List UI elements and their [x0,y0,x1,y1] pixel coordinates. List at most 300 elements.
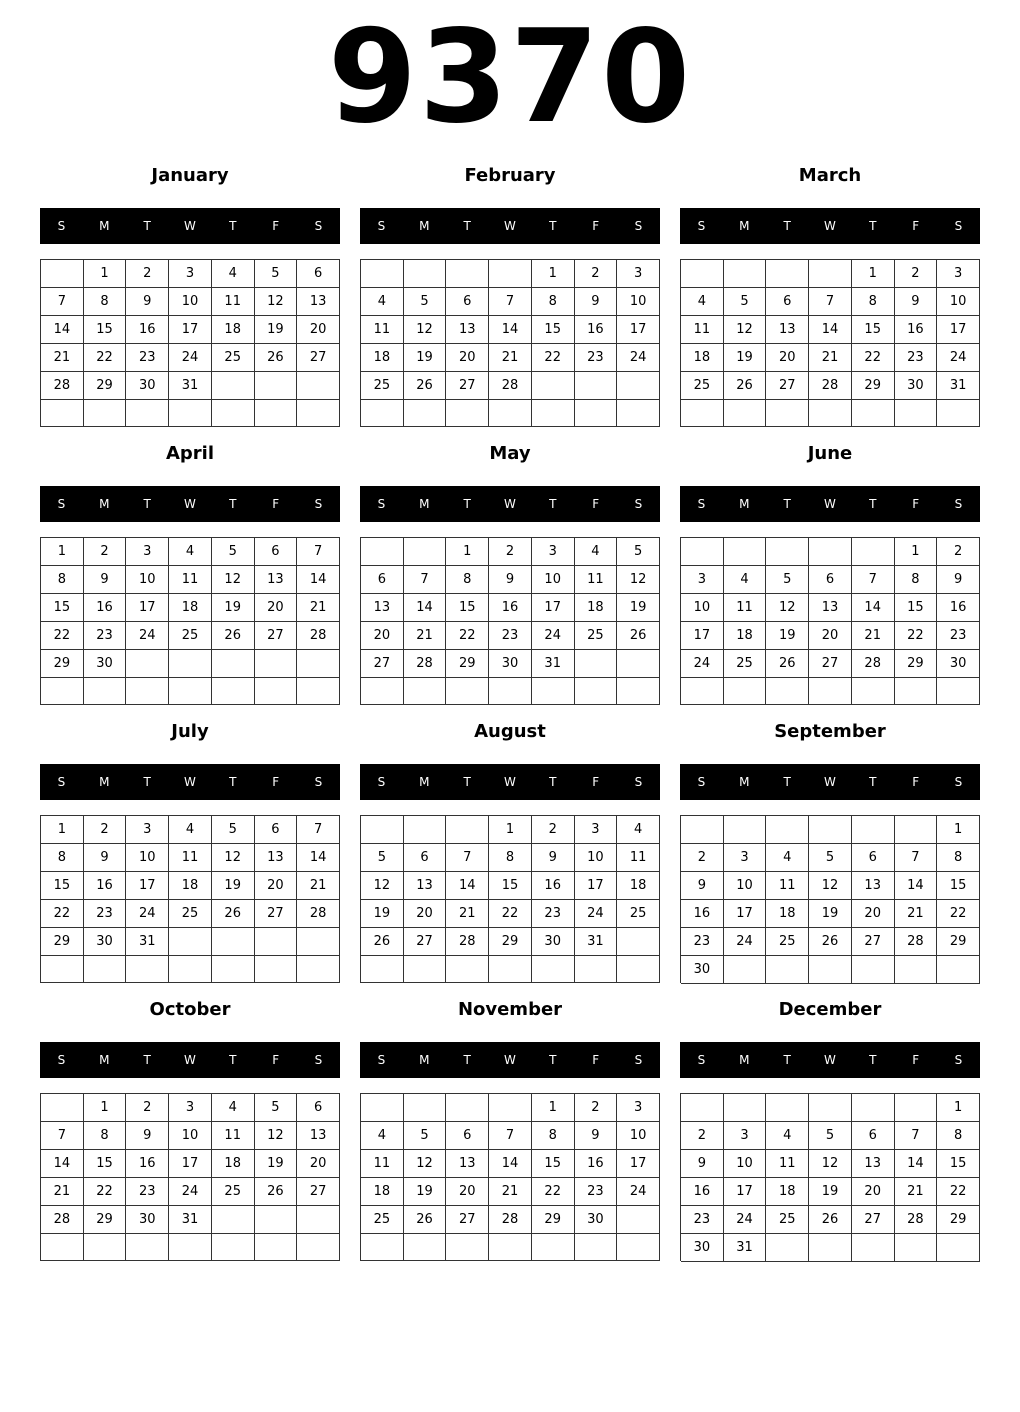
empty-day-cell [169,400,212,427]
month-name: July [171,721,209,742]
day-cell: 24 [169,1178,212,1206]
weekday-label: W [504,1053,516,1067]
weekday-label: S [634,1053,643,1067]
day-cell: 14 [297,844,340,872]
day-cell: 17 [126,872,169,900]
empty-day-cell [446,816,489,844]
day-cell: 15 [532,316,575,344]
weekday-label: S [57,775,66,789]
empty-day-cell [84,1234,127,1261]
empty-day-cell [41,678,84,705]
day-cell: 30 [126,1206,169,1234]
day-cell: 5 [724,288,767,316]
day-cell: 1 [84,260,127,288]
empty-day-cell [852,678,895,705]
day-cell: 17 [937,316,980,344]
empty-day-cell [297,400,340,427]
weekday-label: F [912,1053,920,1067]
empty-day-cell [212,1234,255,1261]
day-cell: 28 [809,372,852,400]
day-cell: 24 [126,622,169,650]
weekday-label: S [377,775,386,789]
day-cell: 2 [532,816,575,844]
weekday-label: S [634,219,643,233]
day-cell: 16 [681,1178,724,1206]
day-cell: 19 [255,1150,298,1178]
day-cell: 1 [446,538,489,566]
weekday-label: S [634,497,643,511]
day-cell: 10 [126,844,169,872]
empty-day-cell [404,260,447,288]
day-cell: 21 [895,900,938,928]
empty-day-cell [575,372,618,400]
weekday-label: F [912,497,920,511]
empty-day-cell [681,1094,724,1122]
day-cell: 16 [84,872,127,900]
day-cell: 29 [895,650,938,678]
empty-day-cell [809,678,852,705]
empty-day-cell [404,678,447,705]
day-cell: 28 [895,1206,938,1234]
empty-day-cell [575,678,618,705]
empty-day-cell [489,1234,532,1261]
day-cell: 27 [852,928,895,956]
day-cell: 1 [937,816,980,844]
day-cell: 4 [212,260,255,288]
day-grid [680,815,980,983]
weekday-label: M [739,775,750,789]
day-cell: 12 [809,872,852,900]
day-cell: 13 [297,288,340,316]
day-cell: 10 [617,288,660,316]
day-grid [40,1093,340,1261]
day-cell: 12 [766,594,809,622]
day-cell: 7 [489,1122,532,1150]
empty-day-cell [212,956,255,983]
empty-day-cell [361,956,404,983]
day-cell: 15 [489,872,532,900]
day-cell: 12 [361,872,404,900]
day-cell: 8 [937,1122,980,1150]
day-cell: 4 [361,1122,404,1150]
day-cell: 14 [809,316,852,344]
day-cell: 9 [84,566,127,594]
day-cell: 12 [212,844,255,872]
weekday-label: M [739,497,750,511]
day-cell: 21 [41,344,84,372]
day-cell: 29 [84,372,127,400]
year-title: 9370 [327,3,693,152]
day-cell: 21 [489,344,532,372]
day-cell: 17 [532,594,575,622]
day-cell: 30 [895,372,938,400]
day-cell: 4 [766,1122,809,1150]
day-cell: 15 [852,316,895,344]
empty-day-cell [297,928,340,956]
empty-day-cell [532,1234,575,1261]
month-name: October [149,999,231,1020]
empty-day-cell [297,372,340,400]
day-cell: 12 [255,1122,298,1150]
empty-day-cell [126,650,169,678]
weekday-label: T [463,1053,471,1067]
day-cell: 30 [681,956,724,984]
day-cell: 5 [212,538,255,566]
day-cell: 5 [212,816,255,844]
day-cell: 25 [212,1178,255,1206]
day-cell: 1 [41,538,84,566]
empty-day-cell [681,816,724,844]
weekday-label: M [99,497,110,511]
day-cell: 17 [169,1150,212,1178]
day-cell: 13 [852,1150,895,1178]
day-cell: 17 [575,872,618,900]
day-cell: 7 [41,1122,84,1150]
day-cell: 20 [852,1178,895,1206]
day-cell: 22 [937,900,980,928]
empty-day-cell [404,816,447,844]
day-cell: 20 [446,344,489,372]
day-cell: 23 [126,344,169,372]
day-cell: 11 [361,316,404,344]
empty-day-cell [809,260,852,288]
day-cell: 31 [169,372,212,400]
day-cell: 21 [446,900,489,928]
day-grid [360,259,660,427]
weekday-label: T [869,497,877,511]
day-cell: 8 [41,566,84,594]
day-cell: 19 [361,900,404,928]
day-cell: 20 [852,900,895,928]
day-cell: 15 [895,594,938,622]
empty-day-cell [852,1234,895,1262]
weekday-header [360,1042,660,1078]
day-cell: 2 [575,1094,618,1122]
weekday-header [40,486,340,522]
day-cell: 13 [255,566,298,594]
empty-day-cell [724,260,767,288]
month-name: December [778,999,882,1020]
empty-day-cell [84,678,127,705]
weekday-header [680,208,980,244]
empty-day-cell [575,400,618,427]
day-cell: 31 [126,928,169,956]
day-cell: 21 [41,1178,84,1206]
day-cell: 11 [361,1150,404,1178]
day-cell: 21 [489,1178,532,1206]
day-cell: 26 [617,622,660,650]
weekday-label: T [463,219,471,233]
day-cell: 25 [212,344,255,372]
day-cell: 25 [361,372,404,400]
day-cell: 30 [84,650,127,678]
day-cell: 3 [169,1094,212,1122]
empty-day-cell [766,400,809,427]
day-cell: 1 [41,816,84,844]
day-cell: 12 [724,316,767,344]
weekday-label: S [57,219,66,233]
day-cell: 6 [446,288,489,316]
day-cell: 11 [169,566,212,594]
empty-day-cell [446,400,489,427]
month-name: January [151,165,229,186]
weekday-label: S [314,775,323,789]
weekday-label: F [592,1053,600,1067]
empty-day-cell [297,678,340,705]
day-cell: 7 [489,288,532,316]
day-cell: 19 [212,594,255,622]
empty-day-cell [255,1234,298,1261]
day-cell: 2 [126,260,169,288]
day-cell: 6 [404,844,447,872]
weekday-label: T [869,775,877,789]
empty-day-cell [446,260,489,288]
weekday-header [40,1042,340,1078]
day-cell: 26 [724,372,767,400]
day-cell: 26 [809,1206,852,1234]
weekday-label: T [783,775,791,789]
day-cell: 6 [361,566,404,594]
day-cell: 25 [766,928,809,956]
day-cell: 4 [169,538,212,566]
empty-day-cell [852,400,895,427]
day-cell: 19 [724,344,767,372]
empty-day-cell [895,678,938,705]
day-cell: 20 [809,622,852,650]
empty-day-cell [169,928,212,956]
day-cell: 5 [809,844,852,872]
day-cell: 10 [575,844,618,872]
day-cell: 7 [41,288,84,316]
weekday-label: T [229,219,237,233]
month-name: June [807,443,853,464]
day-cell: 19 [404,344,447,372]
empty-day-cell [297,1234,340,1261]
day-cell: 1 [532,1094,575,1122]
day-cell: 28 [41,1206,84,1234]
day-cell: 22 [532,1178,575,1206]
empty-day-cell [212,372,255,400]
day-cell: 8 [84,288,127,316]
weekday-label: F [592,775,600,789]
day-cell: 14 [895,872,938,900]
day-cell: 27 [809,650,852,678]
day-cell: 22 [532,344,575,372]
day-cell: 24 [724,1206,767,1234]
weekday-label: S [697,775,706,789]
day-cell: 17 [126,594,169,622]
day-cell: 14 [852,594,895,622]
empty-day-cell [84,956,127,983]
empty-day-cell [681,678,724,705]
day-cell: 12 [809,1150,852,1178]
day-cell: 29 [937,1206,980,1234]
day-cell: 10 [532,566,575,594]
day-cell: 2 [681,844,724,872]
empty-day-cell [404,400,447,427]
day-cell: 17 [169,316,212,344]
day-cell: 16 [532,872,575,900]
day-cell: 2 [126,1094,169,1122]
day-cell: 19 [404,1178,447,1206]
day-cell: 26 [404,1206,447,1234]
day-cell: 22 [937,1178,980,1206]
day-cell: 19 [809,900,852,928]
day-cell: 13 [446,316,489,344]
day-cell: 14 [895,1150,938,1178]
day-cell: 17 [681,622,724,650]
empty-day-cell [766,956,809,984]
weekday-label: W [504,497,516,511]
day-cell: 22 [852,344,895,372]
day-cell: 28 [446,928,489,956]
day-cell: 23 [895,344,938,372]
weekday-label: M [419,219,430,233]
weekday-label: S [954,219,963,233]
day-cell: 7 [809,288,852,316]
weekday-header [680,764,980,800]
day-cell: 9 [489,566,532,594]
weekday-label: M [99,219,110,233]
empty-day-cell [255,1206,298,1234]
empty-day-cell [809,538,852,566]
day-cell: 18 [169,594,212,622]
day-cell: 15 [84,1150,127,1178]
empty-day-cell [809,956,852,984]
day-cell: 20 [297,1150,340,1178]
empty-day-cell [126,400,169,427]
weekday-label: T [869,1053,877,1067]
day-cell: 29 [852,372,895,400]
day-cell: 2 [84,816,127,844]
empty-day-cell [532,956,575,983]
day-cell: 4 [169,816,212,844]
month-name: November [457,999,563,1020]
day-cell: 30 [575,1206,618,1234]
day-cell: 7 [297,816,340,844]
day-cell: 5 [404,288,447,316]
day-cell: 8 [489,844,532,872]
weekday-label: S [697,219,706,233]
day-cell: 12 [404,1150,447,1178]
weekday-label: W [504,219,516,233]
empty-day-cell [575,956,618,983]
day-cell: 29 [41,650,84,678]
weekday-header [680,1042,980,1078]
weekday-label: F [912,219,920,233]
day-cell: 13 [361,594,404,622]
day-cell: 15 [937,1150,980,1178]
weekday-label: S [697,497,706,511]
day-cell: 28 [297,622,340,650]
day-cell: 12 [617,566,660,594]
weekday-label: T [869,219,877,233]
day-cell: 10 [126,566,169,594]
weekday-label: F [912,775,920,789]
day-cell: 29 [532,1206,575,1234]
weekday-header [40,764,340,800]
day-cell: 19 [766,622,809,650]
day-cell: 22 [489,900,532,928]
empty-day-cell [361,1094,404,1122]
empty-day-cell [255,400,298,427]
empty-day-cell [84,400,127,427]
day-cell: 17 [617,316,660,344]
weekday-label: S [954,775,963,789]
empty-day-cell [297,956,340,983]
empty-day-cell [766,1094,809,1122]
empty-day-cell [532,678,575,705]
empty-day-cell [297,650,340,678]
day-cell: 30 [937,650,980,678]
weekday-header [680,486,980,522]
day-cell: 18 [212,316,255,344]
day-cell: 11 [766,1150,809,1178]
day-cell: 13 [255,844,298,872]
empty-day-cell [852,1094,895,1122]
empty-day-cell [255,956,298,983]
empty-day-cell [446,1234,489,1261]
day-cell: 31 [937,372,980,400]
day-cell: 30 [532,928,575,956]
empty-day-cell [446,1094,489,1122]
day-cell: 25 [681,372,724,400]
weekday-label: T [783,497,791,511]
day-cell: 8 [532,1122,575,1150]
weekday-label: F [272,219,280,233]
day-cell: 14 [404,594,447,622]
empty-day-cell [724,1094,767,1122]
weekday-header [40,208,340,244]
empty-day-cell [255,928,298,956]
day-cell: 30 [681,1234,724,1262]
empty-day-cell [404,538,447,566]
day-cell: 13 [809,594,852,622]
day-cell: 29 [489,928,532,956]
day-cell: 14 [41,1150,84,1178]
day-cell: 18 [766,1178,809,1206]
day-cell: 16 [575,1150,618,1178]
day-cell: 19 [809,1178,852,1206]
day-cell: 28 [489,372,532,400]
weekday-label: W [184,1053,196,1067]
day-cell: 4 [575,538,618,566]
day-cell: 20 [404,900,447,928]
day-cell: 21 [404,622,447,650]
empty-day-cell [169,956,212,983]
day-cell: 2 [937,538,980,566]
day-cell: 18 [361,1178,404,1206]
empty-day-cell [895,1094,938,1122]
empty-day-cell [532,400,575,427]
empty-day-cell [724,956,767,984]
day-cell: 14 [446,872,489,900]
weekday-label: T [463,497,471,511]
weekday-label: S [377,497,386,511]
day-cell: 28 [852,650,895,678]
empty-day-cell [895,956,938,984]
empty-day-cell [852,816,895,844]
day-cell: 9 [126,1122,169,1150]
day-cell: 8 [532,288,575,316]
empty-day-cell [766,538,809,566]
empty-day-cell [681,538,724,566]
day-cell: 4 [766,844,809,872]
day-cell: 22 [41,622,84,650]
empty-day-cell [41,956,84,983]
day-cell: 24 [617,344,660,372]
day-cell: 27 [446,372,489,400]
